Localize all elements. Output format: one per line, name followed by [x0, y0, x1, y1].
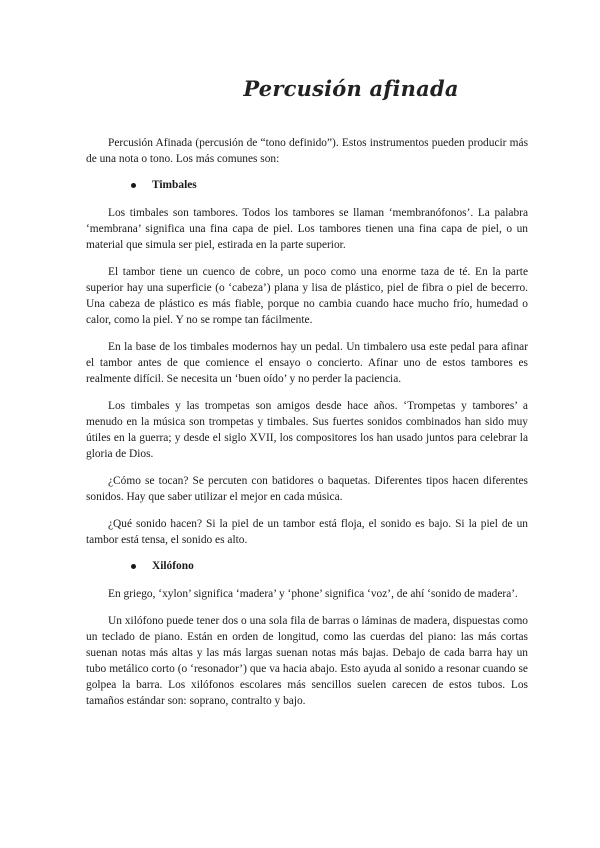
- paragraph: En la base de los timbales modernos hay un pedal. Un timbalero usa este pedal para afinar el tambor antes de que comience el ensayo o concierto. Afinar uno de estos tambores es realmente difícil. Se necesita un ‘buen oído’ y no perder la paciencia.: [86, 341, 528, 385]
- section-heading-timbales: [86, 179, 528, 191]
- paragraph: Los timbales son tambores. Todos los tambores se llaman ‘membranófonos’. La palabra ‘membrana’ significa una fina capa de piel. Los tambores tienen una fina capa de piel, o un material que simula ser piel, estirada en la parte superior.: [86, 207, 528, 251]
- bullet-icon: [131, 564, 136, 569]
- paragraph: Los timbales y las trompetas son amigos desde hace años. ‘Trompetas y tambores’ a menudo en la música son trompetas y timbales. Sus fuertes sonidos combinados han sido muy útiles en la guerra; y desde el siglo XVII, los compositores los han usado juntos para celebrar la gloria de Dios.: [86, 400, 528, 460]
- bullet-icon: [131, 183, 136, 188]
- section-heading-text: Timbales: [152, 179, 197, 191]
- section-heading-text: Xilófono: [152, 560, 194, 572]
- page-title: Percusión afinada: [243, 76, 459, 101]
- paragraph: En griego, ‘xylon’ significa ‘madera’ y ‘phone’ significa ‘voz’, de ahí ‘sonido de madera’.: [108, 588, 518, 600]
- intro-paragraph: Percusión Afinada (percusión de “tono definido”). Estos instrumentos pueden producir más de una nota o tono. Los más comunes son:: [86, 137, 528, 165]
- section-heading-xilofono: [86, 560, 528, 572]
- paragraph: ¿Qué sonido hacen? Si la piel de un tambor está floja, el sonido es bajo. Si la piel de un tambor está tensa, el sonido es alto.: [86, 518, 528, 546]
- paragraph: ¿Cómo se tocan? Se percuten con batidores o baquetas. Diferentes tipos hacen diferentes sonidos. Hay que saber utilizar el mejor en cada música.: [86, 475, 528, 503]
- paragraph: El tambor tiene un cuenco de cobre, un poco como una enorme taza de té. En la parte superior hay una superficie (o ‘cabeza’) plana y lisa de plástico, piel de fibra o piel de becerro. Una cabeza de plástico es más fiable, porque no cambia cuando hace mucho frío, humedad o calor, como la piel. Y no se rompe tan fácilmente.: [86, 266, 528, 326]
- paragraph: Un xilófono puede tener dos o una sola fila de barras o láminas de madera, dispuestas como un teclado de piano. Están en orden de longitud, como las cuerdas del piano: las más cortas suenan notas más altas y las más largas suenan notas más bajas. Debajo de cada barra hay un tubo metálico corto (o ‘resonador’) que va hacia abajo. Esto ayuda al sonido a resonar cuando se golpea la barra. Los xilófonos escolares más sencillos suelen carecen de estos tubos. Los tamaños estándar son: soprano, contralto y bajo.: [86, 615, 528, 707]
